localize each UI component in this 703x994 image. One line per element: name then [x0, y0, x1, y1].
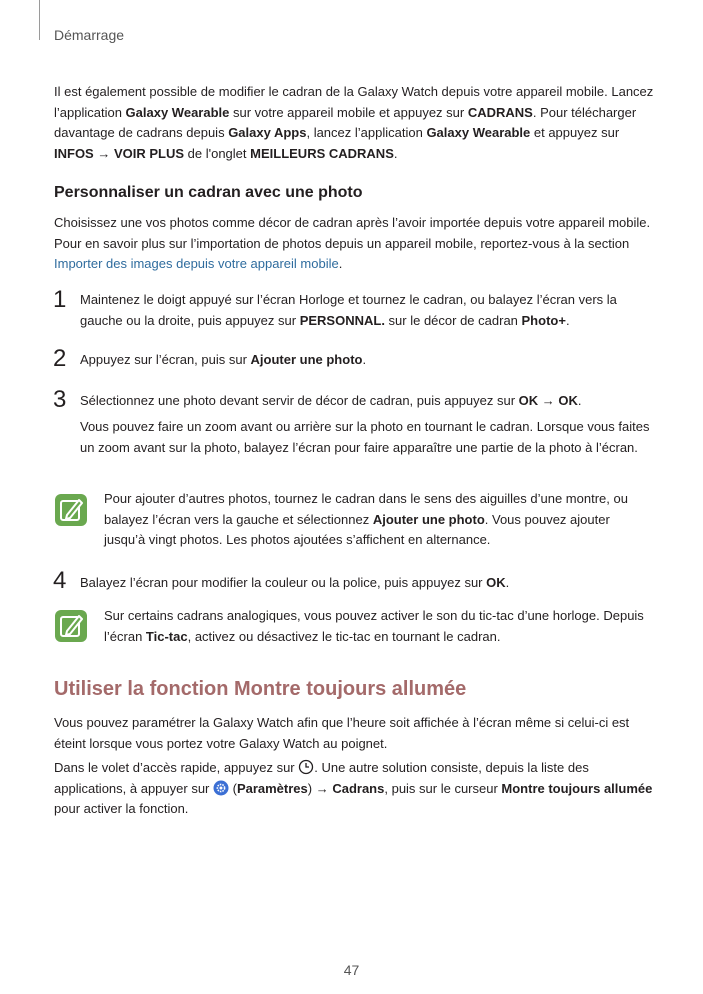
header-rule: [39, 0, 40, 40]
step-2-number: 2: [53, 345, 67, 372]
aod-paragraph-2: Dans le volet d’accès rapide, appuyez sur . Une autre solution consiste, depuis la liste des applications, à appuyer sur (Paramètres) → Cadrans, puis sur le curseur Montre toujours allumée pour activer la fonction.: [54, 760, 653, 816]
step-3-text: Sélectionnez une photo devant servir de décor de cadran, puis appuyez sur OK → OK.: [80, 393, 582, 408]
photo-section-heading: Personnaliser un cadran avec une photo: [54, 184, 363, 201]
aod-paragraph-1: Vous pouvez paramétrer la Galaxy Watch afin que l’heure soit affichée à l’écran même si celui-ci est éteint lorsque vous portez votre Galaxy Watch au poignet.: [54, 715, 630, 751]
photo-section-paragraph: Choisissez une vos photos comme décor de cadran après l’avoir importée depuis votre appareil mobile. Pour en savoir plus sur l’importation de photos depuis un appareil mobile, reportez-vous à la section Importer des images depuis votre appareil mobile.: [54, 215, 651, 271]
clock-icon: [298, 759, 314, 775]
settings-gear-icon: [213, 780, 229, 796]
step-1-text: Maintenez le doigt appuyé sur l’écran Horloge et tournez le cadran, ou balayez l’écran vers la gauche ou la droite, puis appuyez sur PERSONNAL. sur le décor de cadran Photo+.: [80, 292, 617, 328]
note-2-text: Sur certains cadrans analogiques, vous pouvez activer le son du tic-tac d’une horloge. Depuis l’écran Tic-tac, activez ou désactivez le tic-tac en tournant le cadran.: [104, 608, 644, 644]
section-label: Démarrage: [54, 27, 125, 43]
step-3-number: 3: [53, 386, 67, 413]
step-2-text: Appuyez sur l’écran, puis sur Ajouter une photo.: [80, 352, 367, 367]
page-number: 47: [343, 962, 360, 978]
note-pencil-icon: [54, 609, 88, 643]
step-4-number: 4: [53, 567, 67, 594]
import-images-link[interactable]: Importer des images depuis votre appareil mobile: [54, 256, 339, 271]
note-pencil-icon: [54, 493, 88, 527]
aod-section-heading: Utiliser la fonction Montre toujours allumée: [54, 678, 467, 700]
step-1-number: 1: [53, 286, 67, 313]
step-3-detail: Vous pouvez faire un zoom avant ou arrière sur la photo en tournant le cadran. Lorsque vous faites un zoom avant sur la photo, balayez l’écran pour faire apparaître une partie de la photo à l’écran.: [80, 419, 650, 455]
step-4-text: Balayez l’écran pour modifier la couleur ou la police, puis appuyez sur OK.: [80, 575, 510, 590]
note-1-text: Pour ajouter d’autres photos, tournez le cadran dans le sens des aiguilles d’une montre, ou balayez l’écran vers la gauche et sélectionnez Ajouter une photo. Vous pouvez ajouter jusqu’à vingt photos. Les photos ajoutées s’affichent en alternance.: [104, 491, 628, 547]
intro-paragraph: Il est également possible de modifier le cadran de la Galaxy Watch depuis votre appareil mobile. Lancez l’application Galaxy Wearable sur votre appareil mobile et appuyez sur CADRANS. Pour télécharger davantage de cadrans depuis Galaxy Apps, lancez l’application Galaxy Wearable et appuyez sur INFOS → VOIR PLUS de l'onglet MEILLEURS CADRANS.: [54, 84, 654, 161]
